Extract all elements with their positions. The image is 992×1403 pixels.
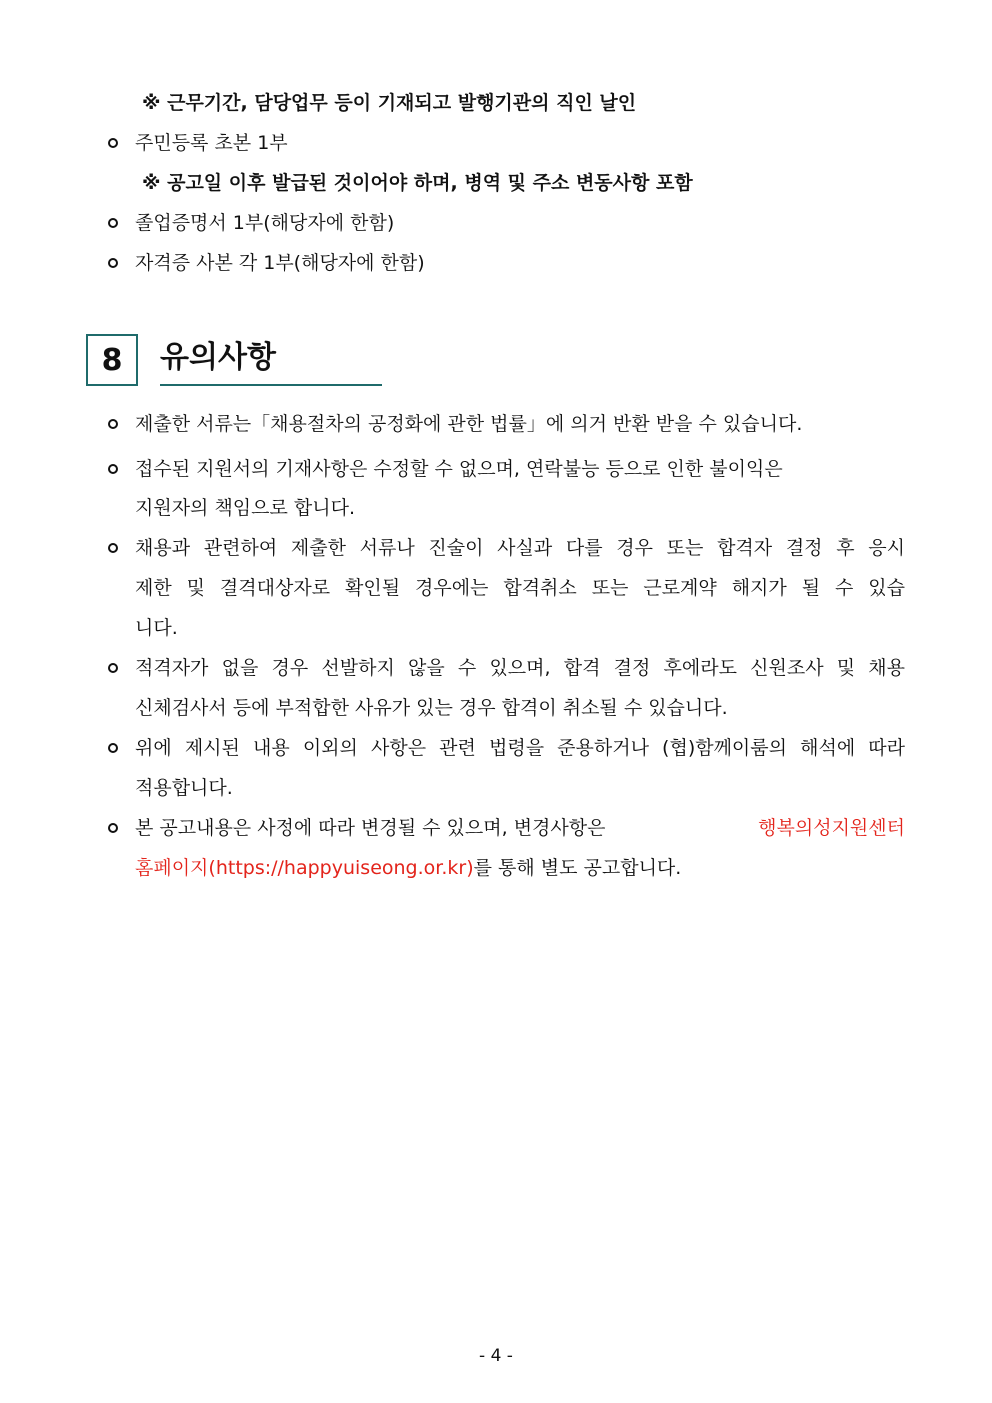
bullet-icon bbox=[108, 663, 118, 673]
notice-no-selection-l1: 적격자가 없을 경우 선발하지 않을 수 있으며, 합격 결정 후에라도 신원조사 및 채용 bbox=[135, 657, 905, 679]
bullet-icon bbox=[108, 419, 118, 429]
bullet-icon bbox=[108, 743, 118, 753]
bullet-icon bbox=[108, 138, 118, 148]
list-item-certificate: 자격증 사본 각 1부(해당자에 한함) bbox=[135, 252, 425, 274]
notice-application-l1: 접수된 지원서의 기재사항은 수정할 수 없으며, 연락불능 등으로 인한 불이익은 bbox=[135, 458, 783, 480]
bullet-icon bbox=[108, 258, 118, 268]
notice-document-return: 제출한 서류는「채용절차의 공정화에 관한 법률」에 의거 반환 받을 수 있습니다. bbox=[135, 413, 803, 435]
page-number: - 4 - bbox=[479, 1346, 513, 1366]
notice-changes-l1 bbox=[135, 815, 905, 841]
center-name: 행복의성지원센터 bbox=[758, 817, 905, 839]
note-issue-date: ※ 공고일 이후 발급된 것이어야 하며, 병역 및 주소 변동사항 포함 bbox=[142, 172, 693, 194]
notice-changes-tail: 를 통해 별도 공고합니다. bbox=[473, 857, 682, 879]
notice-cancellation-l1: 채용과 관련하여 제출한 서류나 진술이 사실과 다를 경우 또는 합격자 결정 후 응시 bbox=[135, 537, 905, 559]
bullet-icon bbox=[108, 218, 118, 228]
notice-cancellation-l2: 제한 및 결격대상자로 확인될 경우에는 합격취소 또는 근로계약 해지가 될 수 있습 bbox=[135, 577, 905, 599]
notice-interpretation-l1: 위에 제시된 내용 이외의 사항은 관련 법령을 준용하거나 (협)함께이룸의 해석에 따라 bbox=[135, 737, 905, 759]
notice-cancellation-l3: 니다. bbox=[135, 617, 178, 639]
notice-changes-text: 본 공고내용은 사정에 따라 변경될 수 있으며, 변경사항은 bbox=[135, 817, 606, 839]
homepage-link[interactable]: 홈페이지(https://happyuiseong.or.kr) bbox=[135, 857, 474, 879]
notice-interpretation-l2: 적용합니다. bbox=[135, 777, 233, 799]
list-item-resident-register: 주민등록 초본 1부 bbox=[135, 132, 288, 154]
note-stamp: ※ 근무기간, 담당업무 등이 기재되고 발행기관의 직인 날인 bbox=[142, 92, 637, 114]
notice-changes-l2 bbox=[135, 855, 681, 881]
list-item-graduation: 졸업증명서 1부(해당자에 한함) bbox=[135, 212, 395, 234]
notice-no-selection-l2: 신체검사서 등에 부적합한 사유가 있는 경우 합격이 취소될 수 있습니다. bbox=[135, 697, 728, 719]
section-underline bbox=[160, 384, 382, 386]
bullet-icon bbox=[108, 543, 118, 553]
section-title: 유의사항 bbox=[160, 340, 276, 375]
section-number-box bbox=[86, 334, 138, 386]
bullet-icon bbox=[108, 464, 118, 474]
bullet-icon bbox=[108, 823, 118, 833]
section-number: 8 bbox=[101, 342, 123, 378]
notice-application-l2: 지원자의 책임으로 합니다. bbox=[135, 497, 356, 519]
